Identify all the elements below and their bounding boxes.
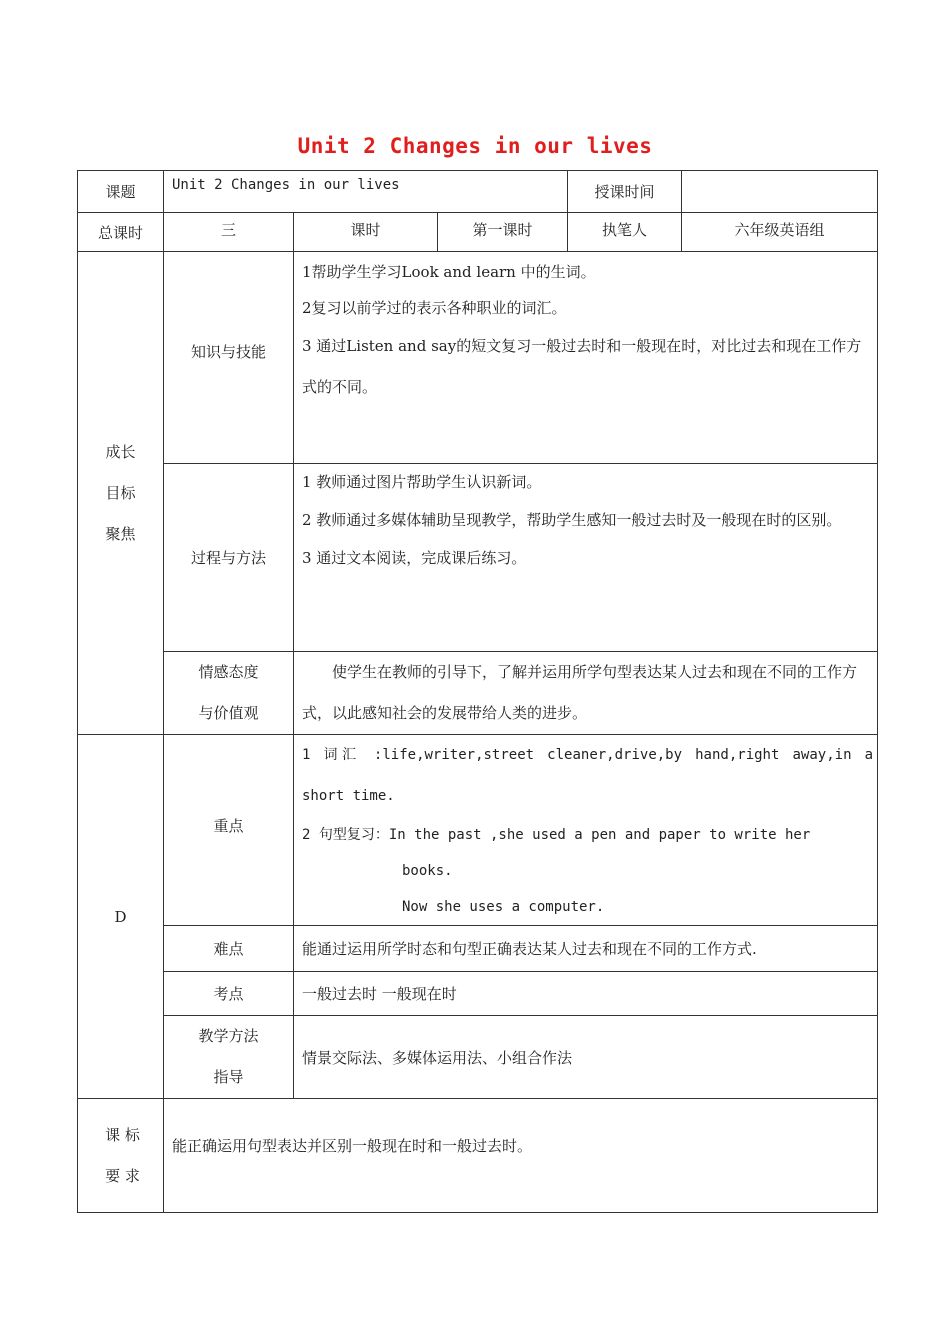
process-content <box>294 464 878 652</box>
method-row <box>78 1016 878 1099</box>
key-points-row <box>78 735 878 926</box>
time-value <box>682 171 878 213</box>
knowledge-line-2: 2复习以前学过的表示各种职业的词汇。 <box>302 299 567 317</box>
author-label: 执笔人 <box>568 213 682 252</box>
exam-content: 一般过去时 一般现在时 <box>294 972 878 1016</box>
goal-emotion-row <box>78 652 878 735</box>
goal-process-row <box>78 464 878 652</box>
key-points-content <box>294 735 878 926</box>
method-label: 教学方法 指导 <box>164 1016 294 1099</box>
lesson-plan-table <box>77 170 878 1213</box>
standard-content: 能正确运用句型表达并区别一般现在时和一般过去时。 <box>164 1099 878 1213</box>
document-title: Unit 2 Changes in our lives <box>297 134 653 158</box>
topic-label: 课题 <box>78 171 164 213</box>
key-vocab: 1 词汇 :life,writer,street cleaner,drive,by hand,right away,in a short time. <box>302 747 874 804</box>
difficult-label: 难点 <box>164 926 294 972</box>
focus-section-label: D <box>78 735 164 1099</box>
goals-section-label: 成长 目标 聚焦 <box>78 252 164 735</box>
process-line-1: 1 教师通过图片帮助学生认识新词。 <box>302 473 542 491</box>
standard-label: 课 标 要 求 <box>78 1099 164 1213</box>
emotion-content: 使学生在教师的引导下，了解并运用所学句型表达某人过去和现在不同的工作方式，以此感知社会的发展带给人类的进步。 <box>294 652 878 735</box>
lesson-value: 第一课时 <box>438 213 568 252</box>
knowledge-line-3: 3 通过Listen and say的短文复习一般过去时和一般现在时，对比过去和现在工作方式的不同。 <box>302 337 862 396</box>
knowledge-content <box>294 252 878 464</box>
key-pattern-intro: 2 句型复习：In the past ,she used a pen and paper to write her <box>302 827 811 843</box>
time-label: 授课时间 <box>568 171 682 213</box>
key-pattern-cont: books. <box>402 863 453 879</box>
method-content: 情景交际法、多媒体运用法、小组合作法 <box>294 1016 878 1099</box>
goal-knowledge-row <box>78 252 878 464</box>
key-points-label: 重点 <box>164 735 294 926</box>
lesson-label: 课时 <box>294 213 438 252</box>
emotion-label: 情感态度 与价值观 <box>164 652 294 735</box>
process-line-2: 2 教师通过多媒体辅助呈现教学，帮助学生感知一般过去时及一般现在时的区别。 <box>302 511 842 529</box>
exam-label: 考点 <box>164 972 294 1016</box>
topic-row <box>78 171 878 213</box>
total-label: 总课时 <box>78 213 164 252</box>
total-value: 三 <box>164 213 294 252</box>
topic-value: Unit 2 Changes in our lives <box>164 171 568 213</box>
difficult-content: 能通过运用所学时态和句型正确表达某人过去和现在不同的工作方式. <box>294 926 878 972</box>
knowledge-label: 知识与技能 <box>164 252 294 464</box>
process-label: 过程与方法 <box>164 464 294 652</box>
process-line-3: 3 通过文本阅读，完成课后练习。 <box>302 549 527 567</box>
exam-row <box>78 972 878 1016</box>
difficult-row <box>78 926 878 972</box>
knowledge-line-1: 1帮助学生学习Look and learn 中的生词。 <box>302 263 596 281</box>
key-pattern-now: Now she uses a computer. <box>402 899 605 915</box>
lesson-info-row <box>78 213 878 252</box>
standard-row <box>78 1099 878 1213</box>
author-value: 六年级英语组 <box>682 213 878 252</box>
